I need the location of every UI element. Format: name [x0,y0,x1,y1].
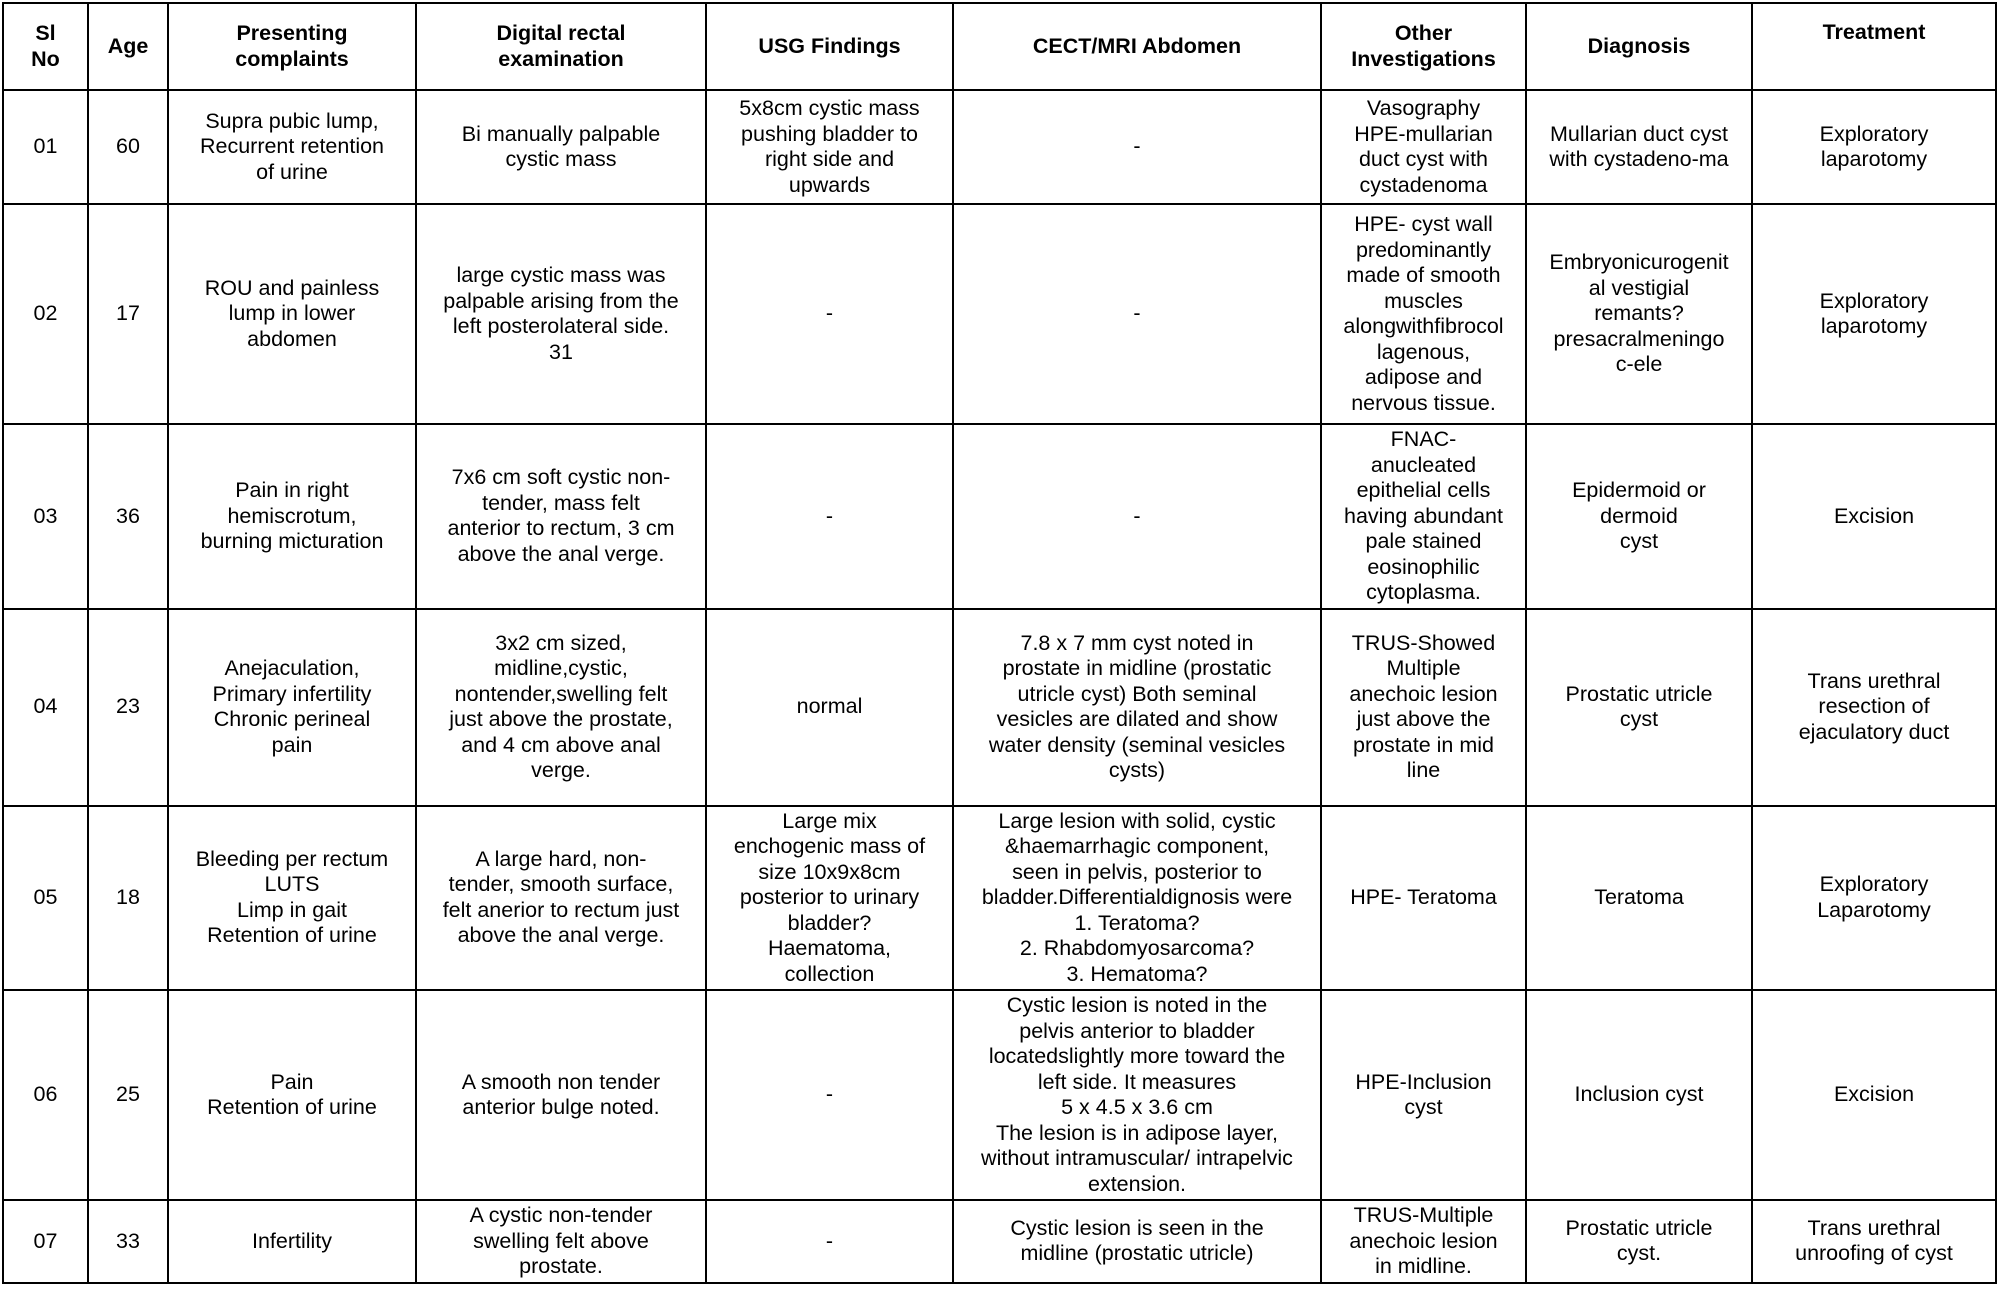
cell-digital-rectal-examination: 3x2 cm sized, midline,cystic, nontender,swelling felt just above the prostate, and 4 cm above anal verge. [416,609,706,806]
cell-other-investigations: Vasography HPE-mullarian duct cyst with cystadenoma [1321,90,1526,204]
cell-age: 36 [88,424,168,609]
table-row [3,990,1996,1200]
cell-cect-mri: - [953,424,1321,609]
cell-presenting-complaints: ROU and painless lump in lower abdomen [168,204,416,424]
cell-treatment: Trans urethral unroofing of cyst [1752,1200,1996,1283]
cell-presenting-complaints: Pain Retention of urine [168,990,416,1200]
cell-treatment: Trans urethral resection of ejaculatory duct [1752,609,1996,806]
cell-treatment: Excision [1752,424,1996,609]
cell-diagnosis: Prostatic utricle cyst [1526,609,1752,806]
cell-treatment: Exploratory laparotomy [1752,90,1996,204]
column-header-usg-findings: USG Findings [706,3,953,90]
cell-digital-rectal-examination: Bi manually palpable cystic mass [416,90,706,204]
cell-sl-no: 04 [3,609,88,806]
table-row [3,424,1996,609]
cell-cect-mri: Large lesion with solid, cystic &haemarrhagic component, seen in pelvis, posterior to bladder.Differentialdignosis were 1. Teratoma? 2. Rhabdomyosarcoma? 3. Hematoma? [953,806,1321,991]
cell-age: 25 [88,990,168,1200]
column-header-digital-rectal-examination: Digital rectal examination [416,3,706,90]
cell-sl-no: 02 [3,204,88,424]
cell-digital-rectal-examination: A large hard, non- tender, smooth surface, felt anerior to rectum just above the anal verge. [416,806,706,991]
cell-other-investigations: TRUS-Showed Multiple anechoic lesion just above the prostate in mid line [1321,609,1526,806]
cell-digital-rectal-examination: A smooth non tender anterior bulge noted. [416,990,706,1200]
cell-age: 60 [88,90,168,204]
cell-diagnosis: Epidermoid or dermoid cyst [1526,424,1752,609]
cell-usg-findings: - [706,424,953,609]
table-row [3,1200,1996,1283]
column-header-presenting-complaints: Presenting complaints [168,3,416,90]
table-row [3,204,1996,424]
cell-age: 18 [88,806,168,991]
cell-cect-mri: Cystic lesion is seen in the midline (prostatic utricle) [953,1200,1321,1283]
cell-sl-no: 03 [3,424,88,609]
cell-digital-rectal-examination: large cystic mass was palpable arising from the left posterolateral side. 31 [416,204,706,424]
cell-usg-findings: normal [706,609,953,806]
cell-diagnosis: Inclusion cyst [1526,990,1752,1200]
cell-sl-no: 01 [3,90,88,204]
cell-diagnosis: Teratoma [1526,806,1752,991]
cell-age: 17 [88,204,168,424]
cell-cect-mri: Cystic lesion is noted in the pelvis anterior to bladder locatedslightly more toward the left side. It measures 5 x 4.5 x 3.6 cm The lesion is in adipose layer, without intramuscular/ intrapelvic extension. [953,990,1321,1200]
column-header-cect-mri: CECT/MRI Abdomen [953,3,1321,90]
cell-usg-findings: - [706,1200,953,1283]
cell-presenting-complaints: Anejaculation, Primary infertility Chronic perineal pain [168,609,416,806]
cell-usg-findings: Large mix enchogenic mass of size 10x9x8cm posterior to urinary bladder? Haematoma, collection [706,806,953,991]
cell-cect-mri: - [953,90,1321,204]
cell-other-investigations: FNAC- anucleated epithelial cells having abundant pale stained eosinophilic cytoplasma. [1321,424,1526,609]
cell-cect-mri: - [953,204,1321,424]
header-row [3,3,1996,90]
case-table [2,2,1997,1284]
cell-other-investigations: HPE- cyst wall predominantly made of smooth muscles alongwithfibrocol lagenous, adipose and nervous tissue. [1321,204,1526,424]
column-header-treatment: Treatment [1752,3,1996,90]
table-row [3,90,1996,204]
column-header-diagnosis: Diagnosis [1526,3,1752,90]
column-header-other-investigations: Other Investigations [1321,3,1526,90]
cell-sl-no: 06 [3,990,88,1200]
cell-presenting-complaints: Bleeding per rectum LUTS Limp in gait Retention of urine [168,806,416,991]
cell-age: 23 [88,609,168,806]
cell-diagnosis: Embryonicurogenit al vestigial remants? presacralmeningo c-ele [1526,204,1752,424]
table-row [3,806,1996,991]
table-row [3,609,1996,806]
cell-treatment: Exploratory Laparotomy [1752,806,1996,991]
cell-sl-no: 05 [3,806,88,991]
cell-diagnosis: Mullarian duct cyst with cystadeno-ma [1526,90,1752,204]
cell-usg-findings: - [706,204,953,424]
cell-cect-mri: 7.8 x 7 mm cyst noted in prostate in midline (prostatic utricle cyst) Both seminal vesicles are dilated and show water density (seminal vesicles cysts) [953,609,1321,806]
cell-treatment: Exploratory laparotomy [1752,204,1996,424]
cell-usg-findings: 5x8cm cystic mass pushing bladder to right side and upwards [706,90,953,204]
column-header-sl-no: Sl No [3,3,88,90]
cell-diagnosis: Prostatic utricle cyst. [1526,1200,1752,1283]
cell-presenting-complaints: Pain in right hemiscrotum, burning micturation [168,424,416,609]
cell-other-investigations: TRUS-Multiple anechoic lesion in midline. [1321,1200,1526,1283]
cell-age: 33 [88,1200,168,1283]
cell-presenting-complaints: Supra pubic lump, Recurrent retention of urine [168,90,416,204]
cell-usg-findings: - [706,990,953,1200]
cell-treatment: Excision [1752,990,1996,1200]
cell-presenting-complaints: Infertility [168,1200,416,1283]
column-header-age: Age [88,3,168,90]
cell-other-investigations: HPE- Teratoma [1321,806,1526,991]
cell-digital-rectal-examination: 7x6 cm soft cystic non- tender, mass felt anterior to rectum, 3 cm above the anal verge. [416,424,706,609]
cell-sl-no: 07 [3,1200,88,1283]
cell-other-investigations: HPE-Inclusion cyst [1321,990,1526,1200]
cell-digital-rectal-examination: A cystic non-tender swelling felt above prostate. [416,1200,706,1283]
